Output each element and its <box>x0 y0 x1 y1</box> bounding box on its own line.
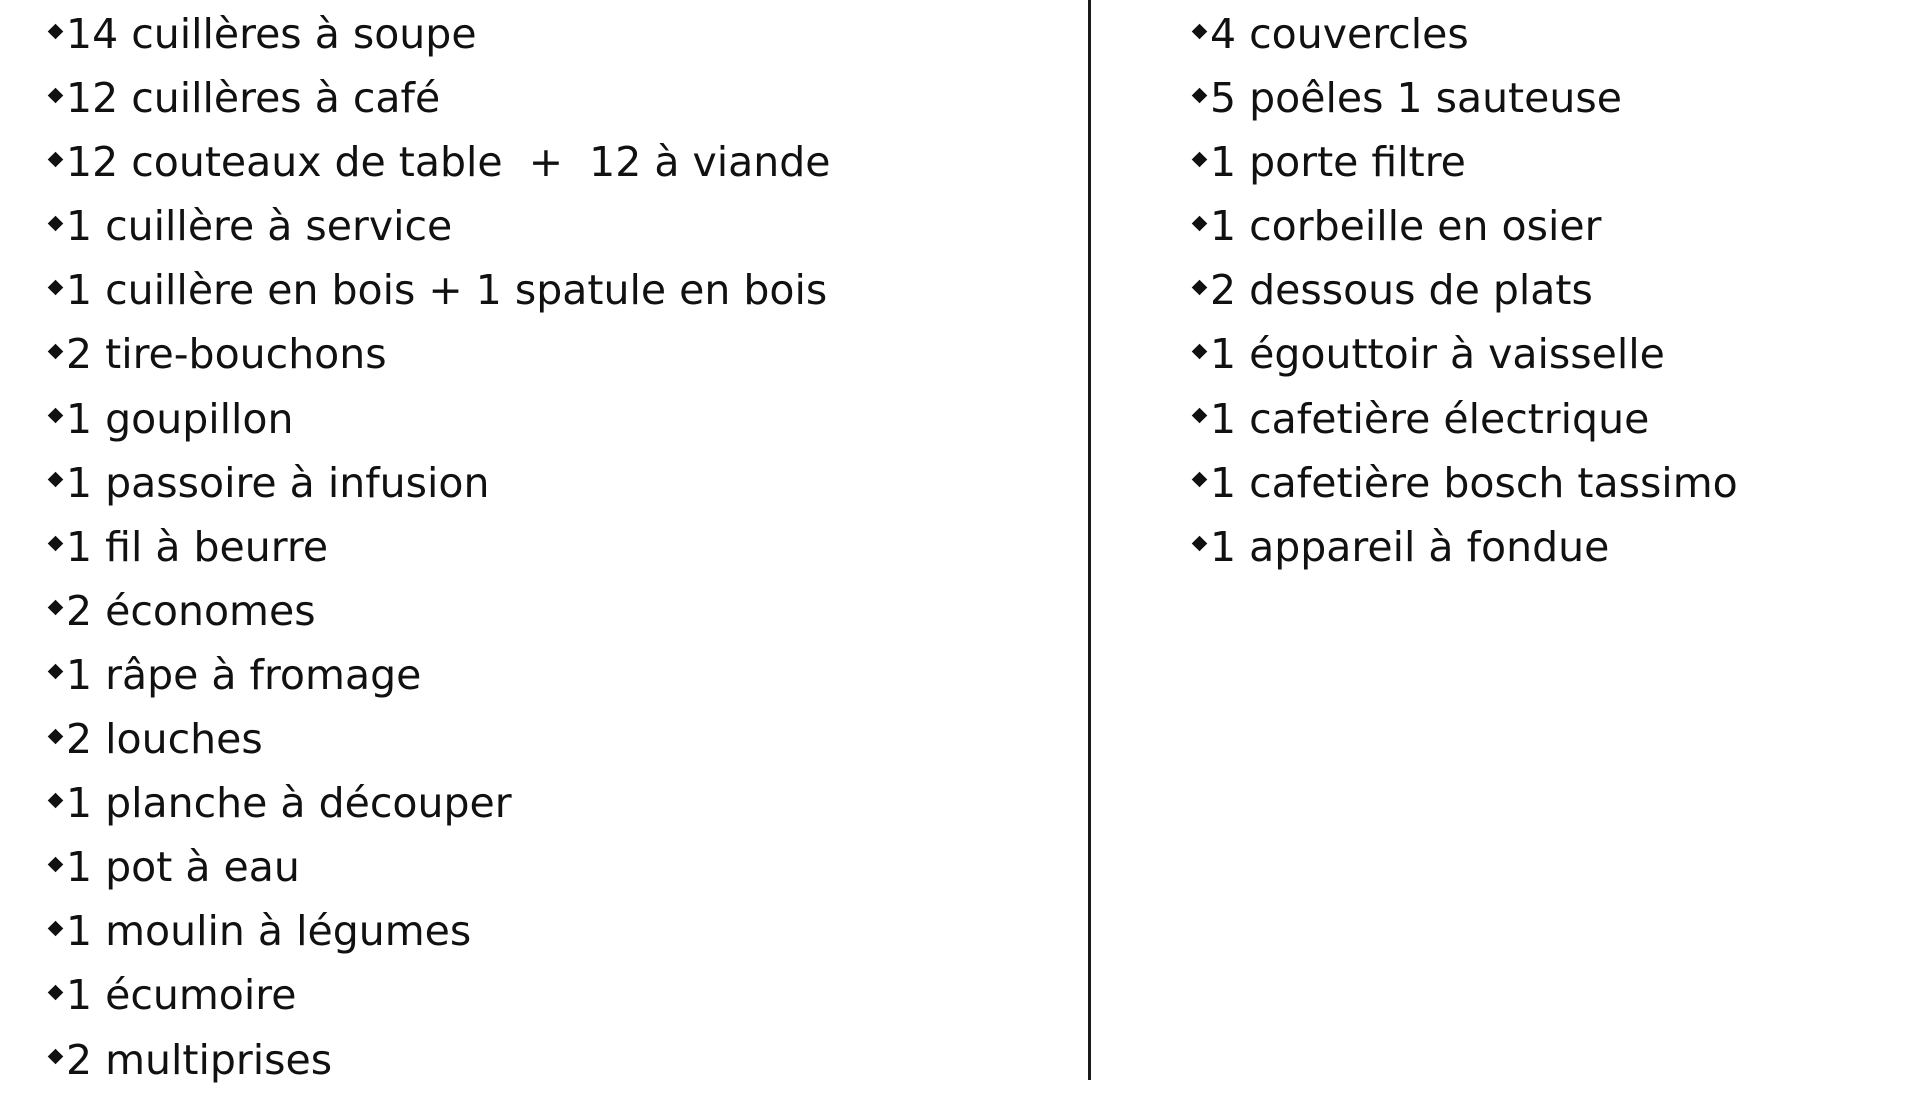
diamond-bullet-icon <box>48 216 64 232</box>
list-item <box>46 583 831 647</box>
item-text: 1 pot à eau <box>66 843 300 892</box>
item-text: 2 tire-bouchons <box>66 330 387 379</box>
list-item <box>1190 519 1738 583</box>
list-item <box>46 198 831 262</box>
diamond-bullet-icon <box>1192 280 1208 296</box>
diamond-bullet-icon <box>48 856 64 872</box>
list-item <box>46 262 831 326</box>
item-text: 1 goupillon <box>66 394 294 443</box>
list-item <box>1190 70 1738 134</box>
diamond-bullet-icon <box>1192 472 1208 488</box>
diamond-bullet-icon <box>48 280 64 296</box>
diamond-bullet-icon <box>48 985 64 1001</box>
item-text: 1 cuillère à service <box>66 202 453 251</box>
item-text: 12 cuillères à café <box>66 74 441 123</box>
item-text: 5 poêles 1 sauteuse <box>1210 74 1622 123</box>
diamond-bullet-icon <box>48 1049 64 1065</box>
item-text: 1 corbeille en osier <box>1210 202 1602 251</box>
diamond-bullet-icon <box>48 151 64 167</box>
diamond-bullet-icon <box>1192 408 1208 424</box>
item-text: 1 cuillère en bois + 1 spatule en bois <box>66 266 828 315</box>
list-item <box>1190 134 1738 198</box>
diamond-bullet-icon <box>48 408 64 424</box>
list-item <box>46 903 831 967</box>
item-text: 4 couvercles <box>1210 10 1469 58</box>
list-item <box>46 6 831 70</box>
list-item <box>1190 198 1738 262</box>
item-text: 1 passoire à infusion <box>66 458 490 507</box>
list-item <box>46 839 831 903</box>
item-text: 1 cafetière électrique <box>1210 394 1650 443</box>
diamond-bullet-icon <box>1192 216 1208 232</box>
list-item <box>46 70 831 134</box>
list-item <box>46 519 831 583</box>
item-text: 14 cuillères à soupe <box>66 10 477 58</box>
left-item-list <box>46 6 831 1096</box>
list-item <box>46 455 831 519</box>
item-text: 1 cafetière bosch tassimo <box>1210 458 1738 507</box>
item-text: 2 dessous de plats <box>1210 266 1593 315</box>
right-item-list <box>1190 6 1738 583</box>
list-item <box>46 391 831 455</box>
list-item <box>46 134 831 198</box>
diamond-bullet-icon <box>48 23 64 39</box>
diamond-bullet-icon <box>48 344 64 360</box>
item-text: 2 louches <box>66 715 263 764</box>
list-item <box>46 326 831 390</box>
item-text: 1 écumoire <box>66 971 297 1020</box>
list-item <box>1190 6 1738 70</box>
item-text: 1 fil à beurre <box>66 522 329 571</box>
item-text: 1 planche à découper <box>66 779 512 828</box>
list-item <box>46 647 831 711</box>
item-text: 1 râpe à fromage <box>66 650 422 699</box>
diamond-bullet-icon <box>1192 23 1208 39</box>
list-item <box>46 711 831 775</box>
diamond-bullet-icon <box>48 600 64 616</box>
item-text: 2 multiprises <box>66 1035 333 1084</box>
item-text: 2 économes <box>66 586 316 635</box>
item-text: 1 égouttoir à vaisselle <box>1210 330 1665 379</box>
list-item <box>46 775 831 839</box>
diamond-bullet-icon <box>1192 87 1208 103</box>
diamond-bullet-icon <box>48 728 64 744</box>
diamond-bullet-icon <box>48 87 64 103</box>
diamond-bullet-icon <box>48 664 64 680</box>
list-item <box>46 967 831 1031</box>
item-text: 1 appareil à fondue <box>1210 522 1610 571</box>
diamond-bullet-icon <box>48 792 64 808</box>
list-item <box>1190 391 1738 455</box>
item-text: 1 moulin à légumes <box>66 907 472 956</box>
column-divider <box>1088 0 1091 1080</box>
list-item <box>46 1032 831 1096</box>
item-text: 12 couteaux de table + 12 à viande <box>66 138 831 187</box>
diamond-bullet-icon <box>48 536 64 552</box>
diamond-bullet-icon <box>1192 151 1208 167</box>
diamond-bullet-icon <box>1192 536 1208 552</box>
list-item <box>1190 262 1738 326</box>
diamond-bullet-icon <box>48 472 64 488</box>
item-text: 1 porte filtre <box>1210 138 1466 187</box>
list-item <box>1190 455 1738 519</box>
diamond-bullet-icon <box>48 921 64 937</box>
list-item <box>1190 326 1738 390</box>
diamond-bullet-icon <box>1192 344 1208 360</box>
